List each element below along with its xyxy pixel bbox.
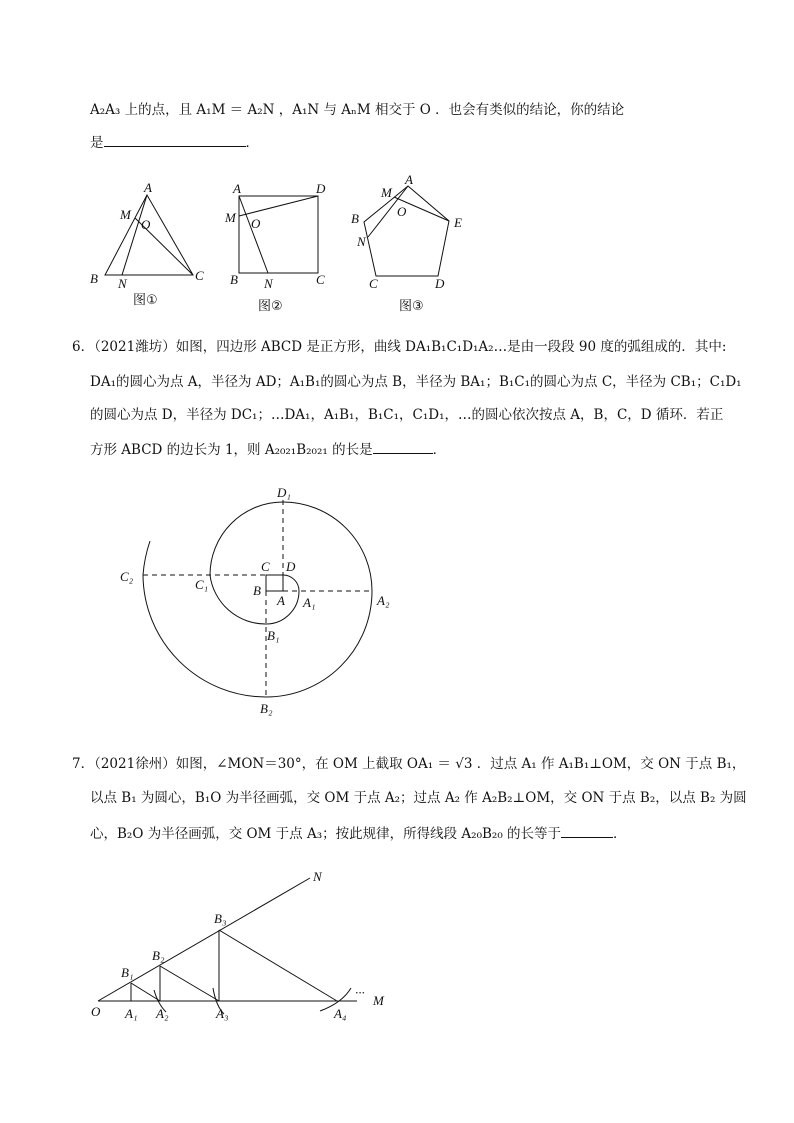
fig2-caption: 图②	[258, 299, 283, 314]
fig2-label-D: D	[316, 181, 326, 196]
q7-text-line2: 以点 B₁ 为圆心，B₁O 为半径画弧，交 OM 于点 A₂；过点 A₂ 作 A₂B₂⊥OM，交 ON 于点 B₂，以点 B₂ 为圆	[90, 790, 747, 806]
q6-label-A1: A₁	[303, 595, 316, 610]
q6-label-B2: B₂	[260, 701, 273, 716]
q7-text-line1: 7．（2021徐州）如图，∠MON＝30°，在 OM 上截取 OA₁ ＝ √3 ．过点 A₁ 作 A₁B₁⊥OM，交 ON 于点 B₁，	[72, 756, 746, 772]
q7-line3-suffix: ．	[613, 826, 627, 842]
q7-label-A2: A₂	[156, 1006, 169, 1021]
fig1-label-O: O	[141, 217, 151, 232]
q7-label-A1: A₁	[125, 1006, 138, 1021]
q7-label-N: N	[313, 869, 322, 884]
fig3-caption: 图③	[399, 299, 424, 314]
fig2-label-C: C	[316, 272, 325, 287]
q6-text-line2: DA₁的圆心为点 A，半径为 AD；A₁B₁的圆心为点 B，半径为 BA₁；B₁C₁的圆心为点 C，半径为 CB₁；C₁D₁	[90, 374, 742, 390]
q6-label-C2: C₂	[120, 569, 134, 584]
fig3-label-A: A	[405, 172, 413, 187]
q7-label-A3: A₃	[216, 1006, 229, 1021]
fig2-label-M: M	[225, 210, 236, 225]
q7-label-B2: B₂	[152, 948, 165, 963]
fig3-label-C: C	[369, 276, 378, 291]
q7-seg-B1A2	[131, 983, 160, 1001]
fig2-label-O: O	[251, 216, 261, 231]
q6-label-B1: B₁	[267, 628, 280, 643]
fig3-label-M: M	[381, 185, 392, 200]
fig3-label-E: E	[454, 215, 462, 230]
q6-label-A2: A₂	[377, 593, 390, 608]
fig1-caption: 图①	[133, 293, 158, 308]
q7-label-A4: A₄	[334, 1006, 347, 1021]
q5-text-line1: A₂A₃ 上的点，且 A₁M ＝ A₂N ，A₁N 与 AₙM 相交于 O ．也会有类似的结论，你的结论	[90, 102, 625, 118]
fig3-label-B: B	[351, 211, 359, 226]
fig2-label-N: N	[264, 276, 273, 291]
q7-seg-B3A4	[219, 930, 337, 1001]
q7-label-O: O	[91, 1004, 101, 1019]
q5-line2-suffix: ．	[245, 135, 259, 151]
q6-text-line1: 6．（2021潍坊）如图，四边形 ABCD 是正方形，曲线 DA₁B₁C₁D₁A₂…是由一段段 90 度的弧组成的．其中:	[72, 339, 727, 355]
q6-label-D1: D₁	[277, 485, 291, 500]
fig1-label-M: M	[120, 207, 131, 222]
fig1-label-C: C	[195, 268, 204, 283]
fig1-label-N: N	[118, 276, 127, 291]
q6-label-C: C	[261, 559, 270, 574]
q5-line2-prefix: 是	[90, 135, 104, 151]
q7-ray-ON	[98, 878, 310, 1001]
q7-seg-B2A3	[160, 966, 219, 1001]
q6-text-line3: 的圆心为点 D，半径为 DC₁；…DA₁，A₁B₁，B₁C₁，C₁D₁，…的圆心依次按点 A，B，C，D 循环．若正	[90, 407, 724, 423]
fig1-label-A: A	[144, 180, 152, 195]
q6-line4-suffix: ．	[432, 442, 447, 458]
q6-line4-prefix: 方形 ABCD 的边长为 1，则 A₂₀₂₁B₂₀₂₁ 的长是	[90, 442, 373, 458]
q6-label-B: B	[253, 583, 261, 598]
q7-line3-prefix: 心，B₂O 为半径画弧，交 OM 于点 A₃；按此规律，所得线段 A₂₀B₂₀ 的长等于	[90, 826, 562, 842]
q6-label-C1: C₁	[195, 577, 209, 592]
q7-label-M: M	[373, 993, 384, 1008]
q7-label-dots: ···	[355, 985, 365, 1000]
q7-label-B3: B₃	[214, 911, 227, 926]
q6-label-A: A	[277, 593, 285, 608]
fig3-label-D: D	[435, 276, 445, 291]
fig3-label-O: O	[397, 204, 407, 219]
fig2-label-B: B	[230, 272, 238, 287]
fig3-label-N: N	[357, 234, 366, 249]
q6-label-D: D	[286, 559, 296, 574]
fig2-label-A: A	[233, 181, 241, 196]
q7-label-B1: B₁	[121, 965, 134, 980]
fig1-label-B: B	[90, 271, 98, 286]
